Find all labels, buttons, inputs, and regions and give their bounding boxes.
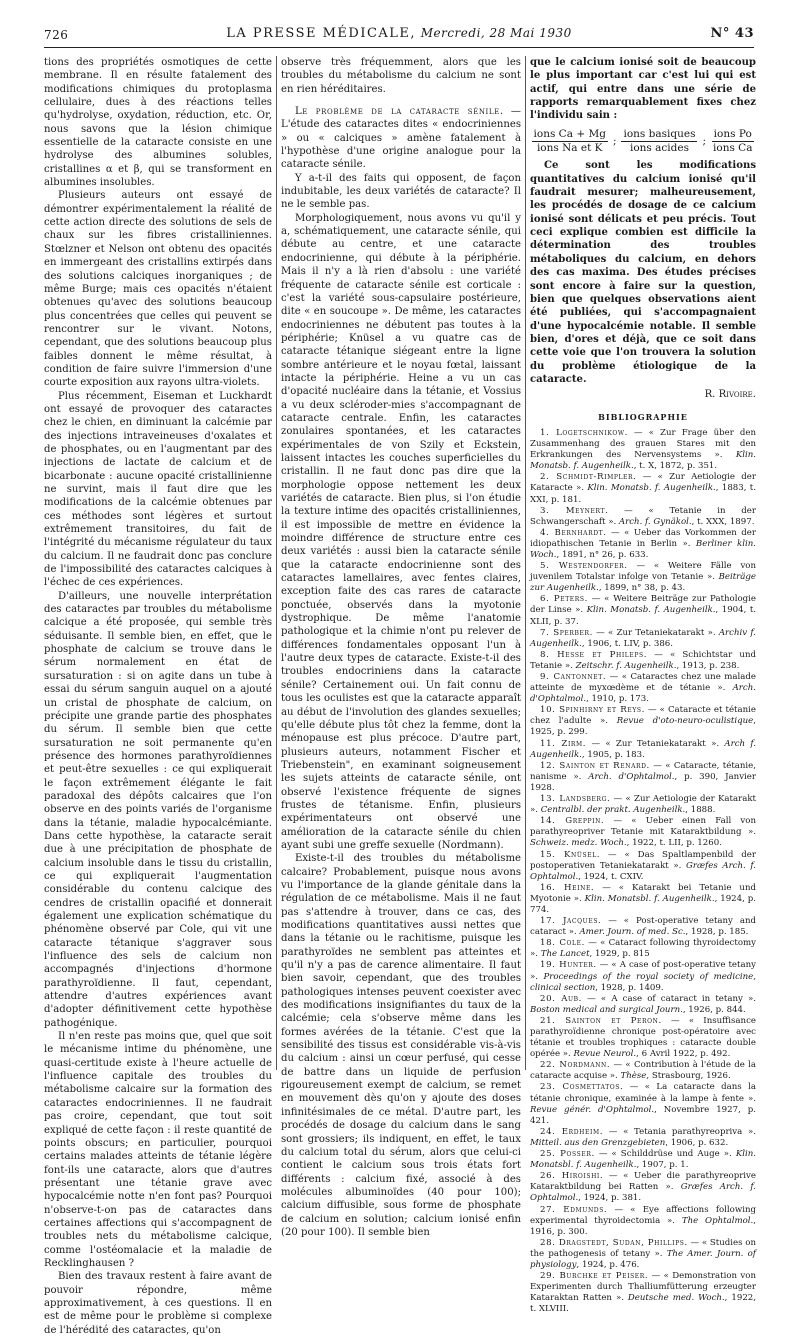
- ref-title: — « Ueber einen Fall von parathyreopriver Tetanie mit Kataraktbildung ».: [530, 816, 756, 838]
- ref-details: , 1907, p. 1.: [636, 1160, 689, 1171]
- journal: Klin. Monatsbl. f. Augenheilk.: [584, 893, 715, 904]
- ref-title: — « A case of post-operative tetany ».: [530, 960, 756, 982]
- author: 26. Hiroishi.: [540, 1171, 604, 1182]
- bibliography-entry: [530, 850, 756, 883]
- column-2: [281, 56, 521, 1238]
- numerator: ions Po: [712, 128, 754, 142]
- bibliography-list: [530, 428, 756, 1316]
- ref-details: , 1899, n° 38, p. 43.: [598, 583, 686, 594]
- paragraph: Plusieurs auteurs ont essayé de démontrer expérimentalement la réalité de cette action directe des solutions de sels de chaux sur les fibres cristalliniennes. Stœlzner et Nelson ont obtenu des opacités en immergeant des cristallins extirpés dans des solutions calciques inorganiques ; de même Burge; mais ces opacités n'étaient obtenues qu'avec des solutions beaucoup plus concentrées que celles qui peuvent se rencontrer sur le vivant. Notons, cependant, que des solutions beaucoup plus faibles donnent le même résultat, à condition de faire suivre l'immersion d'une courte exposition aux rayons ultra-violets.: [44, 190, 272, 389]
- ref-title: — « Zur Aetiologie der Kataracte ».: [530, 472, 756, 494]
- separator: ;: [702, 134, 707, 147]
- bibliography-entry: [530, 938, 756, 960]
- ref-title: — « Zur Tetaniekatarakt ».: [592, 627, 719, 638]
- ref-details: , 1910, p. 173.: [586, 694, 649, 705]
- issue-date: Mercredi, 28 Mai 1930: [420, 26, 572, 40]
- ref-title: — « Cataracte et tétanie chez l'adulte ».: [530, 705, 756, 727]
- running-title: [44, 26, 754, 41]
- author: 10. Spinhirny et Reys.: [540, 705, 645, 716]
- paragraph: Morphologiquement, nous avons vu qu'il y a, schématiquement, une cataracte sénile, qui débute au centre, et une cataracte endocrinienne, qui débute à la périphérie. Mais il n'y a là rien d'absolu : une variété fréquente de cataracte sénile est corticale : c'est la variété sous-capsulaire postérieure, dite « en soucoupe ». De même, les cataractes endocriniennes ne débutent pas toutes à la périphérie; Knüsel a vu quatre cas de cataracte tétanique siégeant entre la ligne sombre antérieure et le noyau fœtal, laissant intacte la périphérie. Heine a vu un cas d'opacité nucléaire dans la tétanie, et Vossius a vu deux scléroder-mies s'accompagnant de cataracte centrale. Enfin, les cataractes zonulaires spontanées, et les cataractes expérimentales de von Szily et Eckstein, laissent intactes les couches superficielles du cristallin. Il ne faut donc pas dire que la morphologie oppose nettement les deux variétés de cataracte. Bien plus, si l'on étudie la texture intime des opacités cristalliniennes, il est impossible de mettre en évidence la moindre différence de structure entre ces deux variétés : aussi bien la cataracte sénile que la cataracte endocrinienne sont des cataractes lamellaires, avec fentes claires, exception faite des cas rares de cataracte ponctuée, observés dans la myotonie dystrophique. De même l'anatomie pathologique et la chimie n'ont pu relever de différences fondamentales opposant l'un à l'autre deux types de cataracte. Existe-t-il des troubles endocriniens dans la cataracte sénile? Certainement oui. Un fait connu de tous les oculistes est que la cataracte apparaît au début de l'involution des glandes sexuelles; qu'elle débute plus tôt chez la femme, dont la ménopause est plus précoce. D'autre part, plusieurs auteurs, notamment Fischer et Triebenstein", en examinant soigneusement les sujets atteints de cataracte sénile, ont observé l'existence fréquente de signes frustes de tétanisme. Enfin, plusieurs expérimentateurs ont observé une amélioration de la cataracte sénile du chien ayant subi une greffe sexuelle (Nordmann).: [281, 212, 521, 851]
- ref-title: — « Schilddrüse und Auge ».: [594, 1149, 736, 1160]
- ref-details: , 1929, p. 815: [589, 949, 650, 960]
- ref-details: , 1924, p. 476.: [576, 1259, 640, 1270]
- header-rule: [44, 47, 754, 48]
- bibliography-entry: [530, 1149, 756, 1171]
- author: 1. Logetschnikow.: [540, 427, 628, 438]
- ref-details: , 1924, p. 774.: [530, 893, 756, 915]
- author: 9. Cantonnet.: [540, 672, 607, 682]
- bibliography-entry: [530, 1016, 756, 1060]
- ref-title: — « Eye affections following experimental thyroidectomia ».: [530, 1204, 756, 1226]
- fraction: [711, 128, 754, 156]
- bibliography-entry: [530, 960, 756, 993]
- ref-title: — « Post-operative tetany and cataract ».: [530, 916, 756, 938]
- ref-title: — « Weitere Fälle von juvenilem Totalstar infolge von Tetanie ».: [530, 561, 757, 583]
- denominator: ions acides: [629, 142, 689, 155]
- ref-details: , 1906, p. 632.: [665, 1137, 729, 1148]
- bibliography-entry: [530, 761, 756, 794]
- journal: Deutsche med. Woch.: [627, 1293, 725, 1304]
- author: 6. Peters.: [540, 594, 588, 605]
- ref-details: , 1922, t. XLVIII.: [530, 1293, 756, 1315]
- author: 4. Bernhardt.: [540, 527, 607, 538]
- ref-title: — « Cataractes chez une malade atteinte de myxœdème et de tétanie ».: [530, 672, 756, 694]
- journal: Arch f. Augenheilk.: [530, 738, 756, 760]
- ref-title: — « Zur Frage über den Zusammenhang des grauen Stares mit den Erkrankungen des Nervensystems ».: [530, 427, 756, 461]
- paragraph: Ce sont les modifications quantitatives du calcium ionisé qu'il faudrait mesurer; malheureusement, les procédés de dosage de ce calcium ionisé sont délicats et peu précis. Tout ceci explique combien est difficile la détermination des troubles métaboliques du calcium, en dehors des cas maxima. Des études précises sont encore à faire sur la question, bien que quelques observations aient été publiées, qui s'accompagnaient d'une hypocalcémie notable. Il semble bien, d'ores et déjà, que ce soit dans cette voie que l'on trouvera la solution du problème étiologique de la cataracte.: [530, 160, 756, 385]
- author-signature: R. Rivoire.: [704, 389, 756, 401]
- journal: Græfes Arch. f. Ophtalmol.: [530, 1182, 756, 1204]
- page-number: 726: [44, 28, 69, 42]
- ref-details: , Novembre 1927, p. 421.: [530, 1104, 756, 1126]
- journal: Klin. Monatsb. f. Augenheilk.: [586, 605, 716, 616]
- numerator: ions basiques: [621, 128, 697, 142]
- journal: Arch. d'Ophtalmol.: [530, 683, 756, 705]
- ref-details: , t. X, 1872, p. 351.: [633, 461, 718, 472]
- ref-details: , 1883, t. XXI, p. 181.: [530, 483, 756, 505]
- ref-title: — « Schichtstar und Tetanie ».: [530, 649, 756, 671]
- bibliography-entry: [530, 739, 756, 761]
- bibliography-entry: [530, 528, 756, 561]
- ref-details: , 1926, p. 844.: [682, 1004, 746, 1015]
- ref-details: , 1916, p. 300.: [530, 1215, 757, 1237]
- journal: Thèse: [620, 1071, 647, 1082]
- journal: Archiv f. Augenheilk.: [530, 627, 756, 649]
- ref-details: , 1928, p. 1409.: [595, 982, 664, 993]
- bibliography-entry: [530, 916, 756, 938]
- author: 28. Dragstedt, Sudan, Phillips.: [540, 1237, 688, 1248]
- bibliography-entry: [530, 561, 756, 594]
- numerator: ions Ca + Mg: [532, 128, 608, 142]
- section-text: — L'étude des cataractes dites « endocriniennes » ou « calciques » amène fatalement à l'hypothèse d'une origine analogue pour la cataracte sénile.: [281, 106, 521, 171]
- ref-title: — « Cataracte, tétanie, nanisme ».: [530, 760, 756, 782]
- author: 17. Jacques.: [540, 916, 602, 927]
- journal: Proceedings of the royal society of medicine, clinical section: [530, 971, 756, 993]
- ref-title: — « Cataract following thyroidectomy ».: [530, 938, 757, 960]
- journal: Zeitschr. f. Augenheilk.: [575, 660, 677, 671]
- ref-title: — « A case of cataract in tetany ».: [582, 993, 756, 1004]
- ref-title: — « Demonstration von Experimenten durch Thalliumfütterung erzeugter Kataraktan Ratten ».: [530, 1271, 756, 1304]
- ref-title: — « Tetanie in der Schwangerschaft ».: [530, 505, 756, 527]
- journal: Arch. f. Gynäkol.: [618, 516, 692, 527]
- paragraph: que le calcium ionisé soit de beaucoup le plus important car c'est lui qui est actif, qui entre dans une série de rapports remarquablement fixes chez l'individu sain :: [530, 57, 756, 122]
- ref-details: , 1922, t. LII, p. 1260.: [626, 838, 722, 849]
- author: 2. Schmidt-Rimpler.: [540, 472, 637, 483]
- journal: Mitteil. aus den Grenzgebieten: [530, 1137, 666, 1148]
- ref-title: — « Katarakt bei Tetanie und Myotonie ».: [530, 882, 756, 904]
- ref-title: — « Studies on the pathogenesis of tetany ».: [530, 1237, 756, 1259]
- author: 21. Sainton et Peron.: [540, 1015, 662, 1026]
- journal: Amer. Journ. of med. Sc.: [579, 927, 686, 938]
- ref-title: — « Weitere Beiträge zur Pathologie der Linse ».: [530, 594, 756, 616]
- journal: Græfes Arch. f. Ophtalmol.: [530, 860, 756, 882]
- author: 27. Edmunds.: [540, 1204, 608, 1215]
- bibliography-entry: [530, 628, 756, 650]
- journal: Centralbl. der prakt. Augenheilk.: [540, 805, 686, 816]
- ref-details: , p. 390, Janvier 1928.: [530, 771, 756, 793]
- bibliography-entry: [530, 428, 756, 472]
- paragraph: Bien des travaux restent à faire avant de pouvoir répondre, même approximativement, à ces questions. Il en est de même pour le problème si complexe de l'hérédité des cataractes, qu'on: [44, 1271, 272, 1336]
- ref-details: , 1905, p. 183.: [581, 749, 645, 760]
- ref-details: , 1888.: [685, 805, 716, 816]
- paragraph: Il n'en reste pas moins que, quel que soit le mécanisme intime du phénomène, une quasi-certitude existe à l'heure actuelle de l'influence capitale des troubles du métabolisme calcaire sur la formation des cataractes endocriniennes. Il ne faudrait pas croire, cependant, que tout soit expliqué de cette façon : il reste quantité de points obscurs; en particulier, pourquoi certains malades atteints de tétanie légère font-ils une cataracte, alors que d'autres présentant une tétanie grave avec hypocalcémie notte n'en font pas? Pourquoi n'observe-t-on pas de cataractes dans certaines affections qui s'accompagnent de troubles nets du métabolisme calcique, comme l'ostéomalacie et la maladie de Recklinghausen ?: [44, 1031, 272, 1269]
- author: 13. Landsberg.: [540, 794, 611, 805]
- column-divider-2: [525, 56, 526, 1070]
- ref-title: — « Contribution à l'étude de la cataracte acquise ».: [530, 1060, 756, 1082]
- bibliography-entry: [530, 650, 756, 672]
- author: 29. Burchke et Peiser.: [540, 1271, 649, 1282]
- column-3: [530, 56, 757, 1315]
- bibliography-entry: [530, 1238, 756, 1271]
- journal: The Ophtalmol.: [681, 1215, 754, 1226]
- journal: Revue génér. d'Ophtalmol.: [530, 1104, 655, 1115]
- journal: Beiträge zur Augenheilk.: [530, 572, 756, 594]
- ref-details: , 1906, t. LIV, p. 386.: [581, 638, 674, 649]
- bibliography-entry: [530, 1205, 756, 1238]
- ref-title: — « Ueber die parathyreoprive Kataraktbildung bei Ratten ».: [530, 1171, 756, 1193]
- ionic-ratio-formula: [530, 128, 756, 156]
- journal: Schweiz. medz. Woch.: [530, 838, 627, 849]
- bibliography-entry: [530, 994, 756, 1016]
- bibliography-entry: [530, 1082, 756, 1126]
- fraction: [621, 128, 697, 156]
- ref-details: , 6 Avril 1922, p. 492.: [636, 1049, 731, 1060]
- paragraph: Existe-t-il des troubles du métabolisme calcaire? Probablement, puisque nous avons vu l'importance de la glande génitale dans la régulation de ce métabolisme. Mais il ne faut pas s'attendre à trouver, dans ce cas, des modifications quantitatives aussi nettes que dans la tétanie ou le rachitisme, puisque les parathyroïdes ne semblent pas atteintes et qu'il n'y a pas de carence alimentaire. Il faut bien savoir, cependant, que des troubles pathologiques intenses peuvent coexister avec des modifications insignifiantes du taux de la calcémie; cela s'observe même dans les formes avérées de la tétanie. C'est que la sensibilité des tissus est considérable vis-à-vis du calcium : ainsi un cœur perfusé, qui cesse de battre dans un liquide de perfusion rigoureusement exempt de calcium, se remet en mouvement dès qu'on y ajoute des doses infinitésimales de ce métal. D'autre part, les procédés de dosage du calcium dans le sang sont grossiers; ils indiquent, en effet, le taux du calcium total du sérum, alors que celui-ci contient le calcium sous trois états fort différents : calcium fixé, associé à des molécules albuminoïdes (40 pour 100); calcium diffusible, sous forme de phosphate de calcium en solution; calcium ionisé enfin (20 pour 100). Il semble bien: [281, 853, 521, 1238]
- paragraph: observe très fréquemment, alors que les troubles du métabolisme du calcium ne sont en rien héréditaires.: [281, 57, 521, 95]
- journal: The Lancet: [540, 949, 590, 960]
- bibliography-entry: [530, 1127, 756, 1149]
- paragraph: Plus récemment, Eiseman et Luckhardt ont essayé de provoquer des cataractes chez le chien, en diminuant la calcémie par des injections intraveineuses d'oxalates et de phosphates, ou en l'augmentant par des injections de lactate de calcium et de bicarbonate : aucune opacité cristallinienne ne survint, mais il faut dire que les modifications de la calcémie obtenues par ces méthodes sont légères et surtout extrêmement transitoires, du fait de l'intégrité du mécanisme régulateur du taux du calcium. Il ne faudrait donc pas conclure de l'impossibilité des cataractes calciques à l'échec de ces expériences.: [44, 390, 272, 589]
- bibliography-entry: [530, 1171, 756, 1204]
- ref-details: , 1924, t. CXIV.: [578, 871, 644, 882]
- paragraph: tions des propriétés osmotiques de cette membrane. Il en résulte fatalement des modifications chimiques du protoplasma cellulaire, dues à des réactions telles qu'hydrolyse, oxydation, réduction, etc. Or, nous savons que la lésion chimique essentielle de la cataracte consiste en une hydrolyse des albumines solubles, cristallines α et β, qui se transforment en albumines insolubles.: [44, 57, 272, 189]
- bibliography-entry: [530, 672, 756, 705]
- bibliography-entry: [530, 705, 756, 738]
- author: 14. Greppin.: [540, 816, 605, 827]
- author: 5. Westendorfer.: [540, 561, 628, 572]
- ref-title: — « La cataracte dans la tétanie chronique, examinée à la lampe à fente ».: [530, 1082, 756, 1104]
- ref-title: — « Das Spaltlampenbild der postoperativen Tetaniekatarakt ».: [530, 849, 756, 871]
- author: 22. Nordmann.: [540, 1060, 611, 1071]
- bibliography-entry: [530, 472, 756, 505]
- ref-details: , 1904, t. XLII, p. 37.: [530, 605, 756, 627]
- journal: Klin. Monatsb. f. Augenheilk.: [530, 450, 756, 472]
- separator: ;: [612, 134, 617, 147]
- bibliography-entry: [530, 794, 756, 816]
- issue-number: N° 43: [710, 26, 754, 41]
- bibliography-entry: [530, 883, 756, 916]
- author: 18. Cole.: [540, 938, 585, 949]
- author: 25. Posser.: [540, 1149, 595, 1160]
- journal: Berliner klin. Woch.: [530, 538, 757, 560]
- journal: Boston medical and surgical Journ.: [530, 1004, 683, 1015]
- page-header: [44, 24, 754, 46]
- journal: Revue d'oto-neuro-oculistique: [616, 716, 754, 727]
- bibliography-entry: [530, 594, 756, 627]
- ref-details: , t. XXX, 1897.: [691, 516, 755, 527]
- author: 20. Aub.: [540, 993, 583, 1004]
- column-divider-1: [276, 56, 277, 1070]
- bibliography-heading: BIBLIOGRAPHIE: [598, 411, 688, 422]
- author: 3. Meynert.: [540, 505, 609, 516]
- ref-title: — « Insuffisance parathyroïdienne chronique post-opératoire avec tétanie et troubles trophiques : cataracte double opérée ».: [530, 1015, 756, 1060]
- section-paragraph: [281, 105, 521, 172]
- ref-details: , 1925, p. 299.: [530, 716, 756, 738]
- ref-details: , 1928, p. 185.: [685, 927, 749, 938]
- paragraph: Y a-t-il des faits qui opposent, de façon indubitable, les deux variétés de cataracte? Il ne le semble pas.: [281, 172, 521, 211]
- bibliography-entry: [530, 816, 756, 849]
- journal: Revue Neurol.: [573, 1049, 637, 1060]
- journal: Arch. d'Ophtalmol.: [588, 771, 675, 782]
- journal: Klin. Monatsbl. f. Augenheilk.: [530, 1149, 756, 1171]
- ref-details: , 1891, n° 26, p. 633.: [556, 549, 649, 560]
- publication-name: LA PRESSE MÉDICALE,: [226, 26, 417, 41]
- ref-title: — « Ueber das Vorkommen der idiopathischen Tetanie in Berlin ».: [530, 527, 756, 549]
- fraction: [532, 128, 608, 156]
- ref-title: — « Tetania parathyreopriva ».: [603, 1126, 756, 1137]
- bibliography-entry: [530, 1060, 756, 1082]
- column-1: [44, 56, 272, 1336]
- ref-title: — « Zur Aetiologie der Katarakt ».: [530, 794, 756, 816]
- bibliography-entry: [530, 1271, 756, 1315]
- author: 24. Erdheim.: [540, 1126, 604, 1137]
- author: 19. Hunter.: [540, 960, 597, 971]
- ref-title: — « Zur Tetaniekatarakt ».: [586, 738, 725, 749]
- author: 11. Zirm.: [540, 738, 587, 749]
- paragraph: D'ailleurs, une nouvelle interprétation des cataractes par troubles du métabolisme calcique a été proposée, qui semble très séduisante. Il semble bien, en effet, que le phosphate de calcium se trouve dans le sérum normalement en état de sursaturation : si on agite dans un tube à essai du sérum sanguin auquel on a ajouté un cristal de phosphate de calcium, on précipite une grande partie des phosphates du sérum. Il semble bien que cette sursaturation ne soit permanente qu'en présence des hormones parathyroïdiennes et peut-être sexuelles : ce qui expliquerait le façon extrêmement élégante le fait paradoxal des dépôts calcaires que l'on observe en des points variés de l'organisme dans la tétanie, maladie hypocalcémiante. Dans cette hypothèse, la cataracte serait due à une précipitation de phosphate de calcium insoluble dans le tissu du cristallin, ce qui expliquerait l'augmentation considérable du contenu calcique des cendres de cristallin opacifié et donnerait également une explication schématique du phénomène observé par Cole, qui vit une cataracte tétanique s'aggraver sous l'influence des sels de calcium non accompagnés d'injections d'hormone parathyroïdienne. Il faut, cependant, attendre d'autres expériences avant d'adopter définitivement cette hypothèse pathogénique.: [44, 590, 272, 1029]
- denominator: ions Na et K: [536, 142, 603, 155]
- ref-details: , Strasbourg, 1926.: [646, 1071, 731, 1082]
- author: 7. Sperber.: [540, 627, 593, 638]
- denominator: ions Ca: [713, 142, 753, 155]
- author: 15. Knüsel.: [540, 849, 601, 860]
- author: 8. Hesse et Phileps.: [540, 649, 648, 660]
- author: 16. Heine.: [540, 882, 595, 893]
- journal: The Amer. Journ. of physiology: [530, 1248, 756, 1270]
- bibliography-entry: [530, 506, 756, 528]
- ref-details: , 1913, p. 238.: [676, 660, 740, 671]
- section-heading: Le problème de la cataracte sénile.: [295, 106, 504, 118]
- author: 12. Sainton et Renard.: [540, 760, 650, 771]
- ref-details: , 1924, p. 381.: [578, 1193, 642, 1204]
- journal: Klin. Monatsb. f. Augenheilk.: [587, 483, 716, 494]
- author: 23. Cosmettatos.: [540, 1082, 624, 1093]
